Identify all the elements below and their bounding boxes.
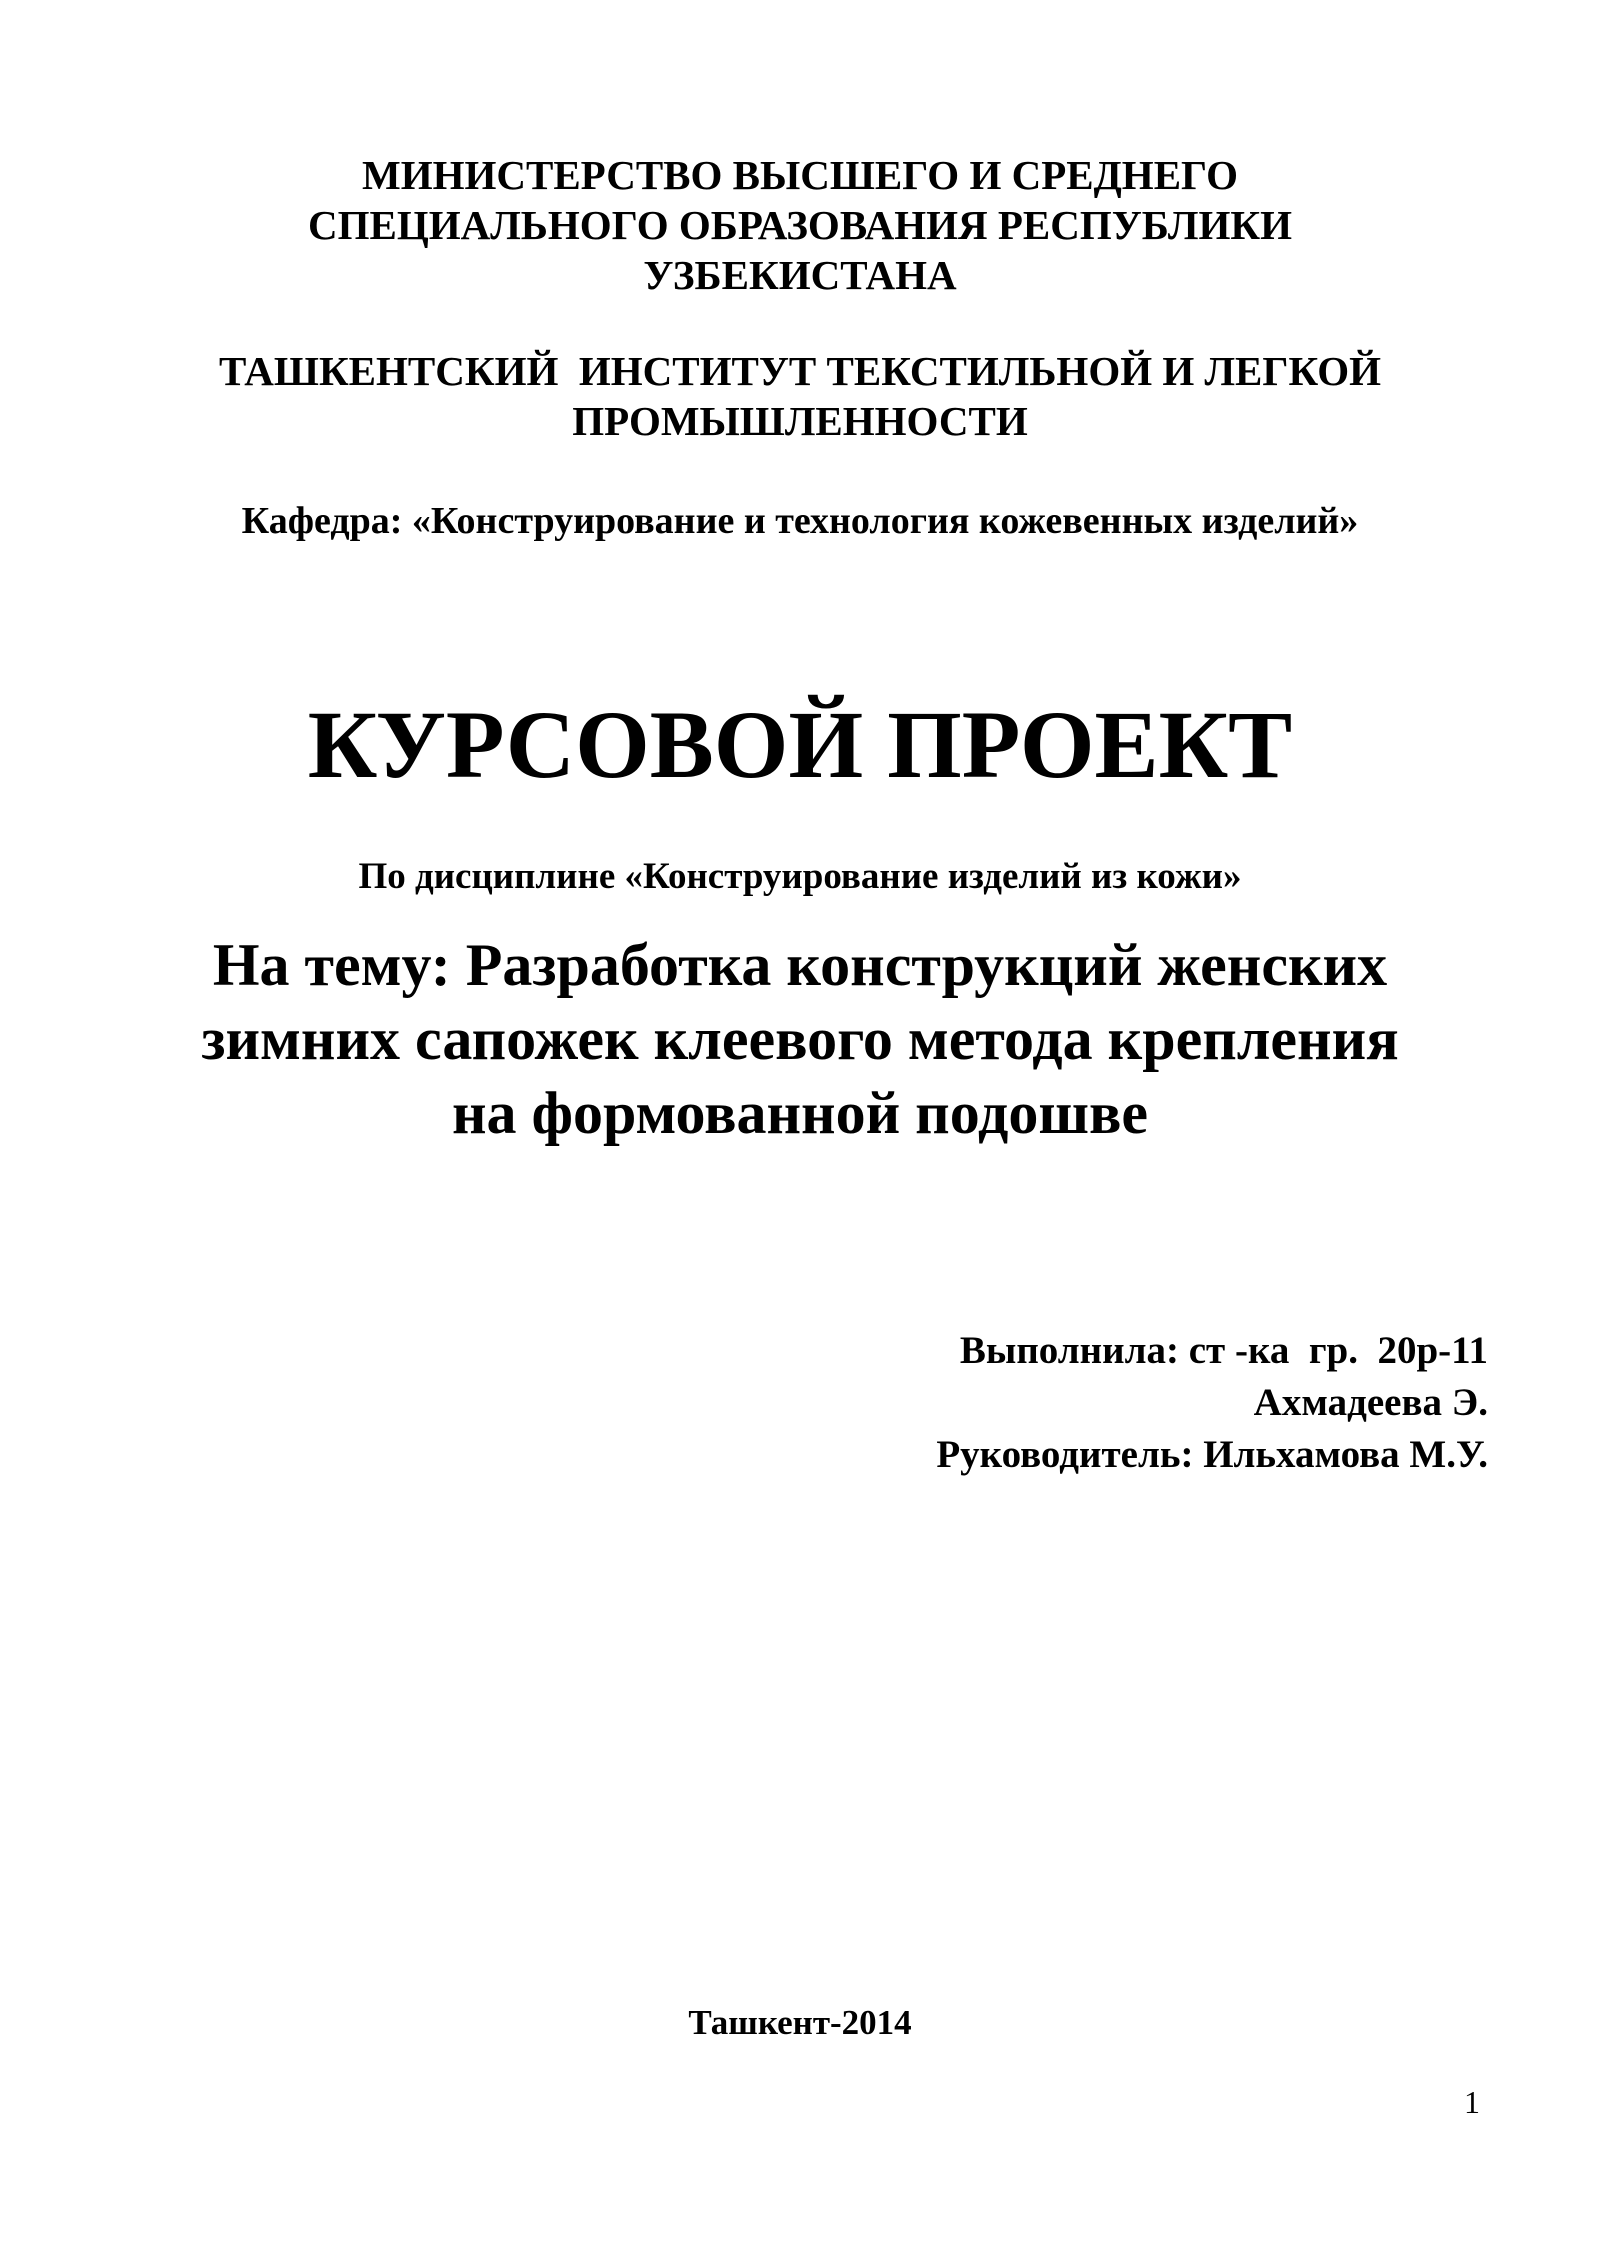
institute-line: ПРОМЫШЛЕННОСТИ — [572, 398, 1028, 444]
page-number: 1 — [1464, 2084, 1480, 2120]
topic-heading — [0, 928, 1600, 1150]
ministry-heading — [0, 150, 1600, 300]
document-type-title: КУРСОВОЙ ПРОЕКТ — [307, 691, 1293, 798]
topic-line: на формованной подошве — [451, 1080, 1149, 1146]
credits-block — [936, 1325, 1488, 1481]
institute-line: ТАШКЕНТСКИЙ ИНСТИТУТ ТЕКСТИЛЬНОЙ И ЛЕГКОЙ — [219, 348, 1381, 394]
ministry-line: МИНИСТЕРСТВО ВЫСШЕГО И СРЕДНЕГО — [362, 152, 1238, 198]
supervisor-line: Руководитель: Ильхамова М.У. — [936, 1433, 1488, 1476]
topic-line: На тему: Разработка конструкций женских — [212, 932, 1388, 998]
ministry-line: СПЕЦИАЛЬНОГО ОБРАЗОВАНИЯ РЕСПУБЛИКИ — [308, 202, 1292, 248]
discipline-line: По дисциплине «Конструирование изделий из кожи» — [358, 856, 1242, 897]
performed-by-line: Выполнила: ст -ка гр. 20р-11 — [959, 1329, 1488, 1372]
department-line: Кафедра: «Конструирование и технология кожевенных изделий» — [241, 500, 1359, 542]
institute-heading — [0, 346, 1600, 446]
city-year: Ташкент-2014 — [688, 2003, 912, 2042]
student-name: Ахмадеева Э. — [1253, 1381, 1488, 1424]
topic-line: зимних сапожек клеевого метода крепления — [201, 1006, 1399, 1072]
ministry-line: УЗБЕКИСТАНА — [643, 252, 957, 298]
